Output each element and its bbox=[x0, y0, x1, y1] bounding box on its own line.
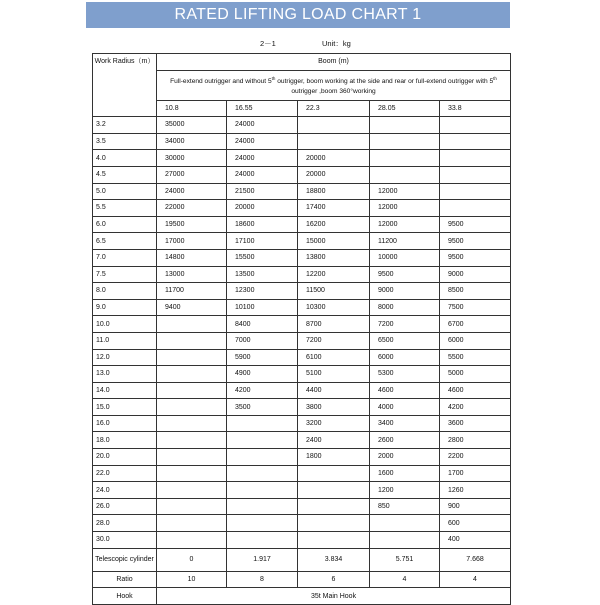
boom-header: Boom (m) bbox=[157, 54, 511, 71]
load-cell bbox=[298, 515, 370, 532]
table-row bbox=[93, 316, 511, 333]
load-cell bbox=[157, 432, 227, 449]
load-cell bbox=[298, 133, 370, 150]
load-cell: 13500 bbox=[227, 266, 298, 283]
work-radius-header: Work Radius（m） bbox=[93, 54, 157, 117]
ratio-row bbox=[93, 571, 511, 588]
table-row bbox=[93, 449, 511, 466]
radius-cell: 8.0 bbox=[93, 283, 157, 300]
load-cell: 1600 bbox=[370, 465, 440, 482]
load-cell: 5900 bbox=[227, 349, 298, 366]
radius-cell: 24.0 bbox=[93, 482, 157, 499]
load-cell bbox=[298, 532, 370, 549]
chart-title: RATED LIFTING LOAD CHART 1 bbox=[86, 2, 510, 28]
load-cell: 4600 bbox=[440, 382, 511, 399]
radius-cell: 11.0 bbox=[93, 332, 157, 349]
radius-cell: 5.5 bbox=[93, 200, 157, 217]
load-cell: 34000 bbox=[157, 133, 227, 150]
load-cell: 24000 bbox=[227, 117, 298, 134]
load-cell: 8400 bbox=[227, 316, 298, 333]
load-cell: 20000 bbox=[227, 200, 298, 217]
load-cell bbox=[440, 183, 511, 200]
load-cell: 9500 bbox=[440, 249, 511, 266]
table-row bbox=[93, 283, 511, 300]
radius-cell: 7.0 bbox=[93, 249, 157, 266]
load-cell bbox=[157, 465, 227, 482]
radius-cell: 30.0 bbox=[93, 532, 157, 549]
load-cell: 7500 bbox=[440, 299, 511, 316]
hook-value: 35t Main Hook bbox=[157, 588, 511, 605]
ratio-value: 10 bbox=[157, 571, 227, 588]
load-cell bbox=[370, 150, 440, 167]
load-cell: 4900 bbox=[227, 366, 298, 383]
table-row bbox=[93, 498, 511, 515]
load-cell bbox=[157, 415, 227, 432]
load-cell bbox=[157, 399, 227, 416]
load-cell: 30000 bbox=[157, 150, 227, 167]
load-cell: 12000 bbox=[370, 200, 440, 217]
table-row bbox=[93, 482, 511, 499]
table-row bbox=[93, 415, 511, 432]
load-cell: 17100 bbox=[227, 233, 298, 250]
radius-cell: 26.0 bbox=[93, 498, 157, 515]
load-cell: 16200 bbox=[298, 216, 370, 233]
telescopic-cylinder-value: 5.751 bbox=[370, 548, 440, 571]
radius-cell: 4.5 bbox=[93, 166, 157, 183]
load-cell bbox=[440, 133, 511, 150]
load-cell: 20000 bbox=[298, 166, 370, 183]
radius-cell: 18.0 bbox=[93, 432, 157, 449]
load-cell bbox=[298, 498, 370, 515]
load-cell bbox=[157, 532, 227, 549]
load-cell: 8500 bbox=[440, 283, 511, 300]
condition-description: Full-extend outrigger and without 5th outrigger, boom working at the side and rear or full-extend outrigger with 5th outrigger ,boom 360°working bbox=[157, 70, 511, 100]
load-cell bbox=[227, 432, 298, 449]
load-cell: 8700 bbox=[298, 316, 370, 333]
hook-label: Hook bbox=[93, 588, 157, 605]
load-cell: 4200 bbox=[227, 382, 298, 399]
load-cell: 9500 bbox=[440, 216, 511, 233]
radius-cell: 12.0 bbox=[93, 349, 157, 366]
load-cell bbox=[440, 150, 511, 167]
load-cell: 20000 bbox=[298, 150, 370, 167]
load-cell bbox=[298, 117, 370, 134]
boom-length-header: 28.05 bbox=[370, 100, 440, 117]
radius-cell: 6.0 bbox=[93, 216, 157, 233]
load-cell: 11200 bbox=[370, 233, 440, 250]
load-cell bbox=[227, 498, 298, 515]
load-cell: 3500 bbox=[227, 399, 298, 416]
radius-cell: 5.0 bbox=[93, 183, 157, 200]
table-row bbox=[93, 399, 511, 416]
load-cell: 18600 bbox=[227, 216, 298, 233]
telescopic-cylinder-value: 0 bbox=[157, 548, 227, 571]
load-cell bbox=[157, 382, 227, 399]
load-cell: 2400 bbox=[298, 432, 370, 449]
load-cell: 4400 bbox=[298, 382, 370, 399]
radius-cell: 3.2 bbox=[93, 117, 157, 134]
radius-cell: 28.0 bbox=[93, 515, 157, 532]
load-cell: 9500 bbox=[370, 266, 440, 283]
load-cell bbox=[157, 316, 227, 333]
load-cell bbox=[227, 465, 298, 482]
load-cell: 6000 bbox=[370, 349, 440, 366]
radius-cell: 9.0 bbox=[93, 299, 157, 316]
telescopic-cylinder-value: 7.668 bbox=[440, 548, 511, 571]
load-cell: 12000 bbox=[370, 216, 440, 233]
radius-cell: 10.0 bbox=[93, 316, 157, 333]
load-cell: 1700 bbox=[440, 465, 511, 482]
load-cell: 6500 bbox=[370, 332, 440, 349]
ratio-value: 4 bbox=[440, 571, 511, 588]
load-cell bbox=[370, 515, 440, 532]
table-row bbox=[93, 117, 511, 134]
load-cell bbox=[440, 117, 511, 134]
radius-cell: 7.5 bbox=[93, 266, 157, 283]
load-cell bbox=[157, 449, 227, 466]
load-cell bbox=[227, 532, 298, 549]
load-cell: 18800 bbox=[298, 183, 370, 200]
ratio-label: Ratio bbox=[93, 571, 157, 588]
telescopic-cylinder-row bbox=[93, 548, 511, 571]
load-cell: 5000 bbox=[440, 366, 511, 383]
load-cell: 27000 bbox=[157, 166, 227, 183]
load-cell: 4600 bbox=[370, 382, 440, 399]
radius-cell: 6.5 bbox=[93, 233, 157, 250]
load-cell: 9000 bbox=[440, 266, 511, 283]
load-cell: 10300 bbox=[298, 299, 370, 316]
table-row bbox=[93, 349, 511, 366]
load-cell: 7000 bbox=[227, 332, 298, 349]
load-cell: 3800 bbox=[298, 399, 370, 416]
load-cell bbox=[157, 332, 227, 349]
load-cell bbox=[227, 449, 298, 466]
load-cell: 600 bbox=[440, 515, 511, 532]
load-cell: 10000 bbox=[370, 249, 440, 266]
table-row bbox=[93, 432, 511, 449]
boom-length-header: 22.3 bbox=[298, 100, 370, 117]
load-cell: 24000 bbox=[227, 150, 298, 167]
load-cell: 24000 bbox=[157, 183, 227, 200]
load-cell: 15000 bbox=[298, 233, 370, 250]
load-cell: 10100 bbox=[227, 299, 298, 316]
load-cell bbox=[227, 415, 298, 432]
load-cell: 9000 bbox=[370, 283, 440, 300]
load-cell bbox=[298, 482, 370, 499]
load-cell: 3400 bbox=[370, 415, 440, 432]
load-cell: 1200 bbox=[370, 482, 440, 499]
load-cell: 24000 bbox=[227, 166, 298, 183]
table-row bbox=[93, 200, 511, 217]
table-row bbox=[93, 382, 511, 399]
telescopic-cylinder-value: 1.917 bbox=[227, 548, 298, 571]
load-cell: 1800 bbox=[298, 449, 370, 466]
table-code: 2－1 bbox=[260, 39, 276, 48]
load-cell: 3600 bbox=[440, 415, 511, 432]
load-cell: 4200 bbox=[440, 399, 511, 416]
boom-length-header: 16.55 bbox=[227, 100, 298, 117]
load-cell: 15500 bbox=[227, 249, 298, 266]
table-row bbox=[93, 465, 511, 482]
ratio-value: 8 bbox=[227, 571, 298, 588]
load-cell bbox=[157, 349, 227, 366]
load-cell: 24000 bbox=[227, 133, 298, 150]
table-row bbox=[93, 216, 511, 233]
load-cell: 7200 bbox=[370, 316, 440, 333]
load-cell: 13800 bbox=[298, 249, 370, 266]
radius-cell: 13.0 bbox=[93, 366, 157, 383]
unit-label: Unit：kg bbox=[322, 39, 351, 48]
ratio-value: 4 bbox=[370, 571, 440, 588]
load-cell bbox=[157, 482, 227, 499]
telescopic-cylinder-value: 3.834 bbox=[298, 548, 370, 571]
load-cell: 14800 bbox=[157, 249, 227, 266]
table-row bbox=[93, 150, 511, 167]
table-row bbox=[93, 332, 511, 349]
table-row bbox=[93, 366, 511, 383]
load-cell bbox=[157, 498, 227, 515]
load-cell: 6700 bbox=[440, 316, 511, 333]
load-cell: 11700 bbox=[157, 283, 227, 300]
load-cell bbox=[370, 166, 440, 183]
load-cell: 5100 bbox=[298, 366, 370, 383]
load-cell: 8000 bbox=[370, 299, 440, 316]
table-row bbox=[93, 183, 511, 200]
load-cell: 1260 bbox=[440, 482, 511, 499]
hook-row bbox=[93, 588, 511, 605]
load-cell: 22000 bbox=[157, 200, 227, 217]
load-cell: 9500 bbox=[440, 233, 511, 250]
table-row bbox=[93, 166, 511, 183]
load-cell bbox=[370, 133, 440, 150]
table-row bbox=[93, 249, 511, 266]
table-row bbox=[93, 515, 511, 532]
table-subheader bbox=[0, 38, 600, 50]
radius-cell: 15.0 bbox=[93, 399, 157, 416]
load-cell: 4000 bbox=[370, 399, 440, 416]
load-cell: 12300 bbox=[227, 283, 298, 300]
load-cell: 19500 bbox=[157, 216, 227, 233]
load-cell: 12200 bbox=[298, 266, 370, 283]
load-cell: 17000 bbox=[157, 233, 227, 250]
load-cell bbox=[298, 465, 370, 482]
ratio-value: 6 bbox=[298, 571, 370, 588]
load-cell: 12000 bbox=[370, 183, 440, 200]
table-row bbox=[93, 233, 511, 250]
load-cell bbox=[370, 532, 440, 549]
load-cell: 2000 bbox=[370, 449, 440, 466]
table-row bbox=[93, 133, 511, 150]
table-row bbox=[93, 532, 511, 549]
load-chart-table bbox=[92, 53, 511, 605]
load-cell bbox=[157, 515, 227, 532]
load-cell bbox=[157, 366, 227, 383]
boom-length-header: 33.8 bbox=[440, 100, 511, 117]
load-cell: 850 bbox=[370, 498, 440, 515]
radius-cell: 16.0 bbox=[93, 415, 157, 432]
load-cell: 13000 bbox=[157, 266, 227, 283]
load-cell: 9400 bbox=[157, 299, 227, 316]
telescopic-cylinder-label: Telescopic cylinder bbox=[93, 548, 157, 571]
load-cell bbox=[440, 200, 511, 217]
load-cell bbox=[227, 482, 298, 499]
radius-cell: 22.0 bbox=[93, 465, 157, 482]
table-row bbox=[93, 299, 511, 316]
load-cell: 6100 bbox=[298, 349, 370, 366]
load-cell: 2600 bbox=[370, 432, 440, 449]
radius-cell: 20.0 bbox=[93, 449, 157, 466]
load-cell bbox=[370, 117, 440, 134]
load-cell: 5500 bbox=[440, 349, 511, 366]
load-cell: 2800 bbox=[440, 432, 511, 449]
load-cell: 900 bbox=[440, 498, 511, 515]
radius-cell: 3.5 bbox=[93, 133, 157, 150]
load-cell: 17400 bbox=[298, 200, 370, 217]
load-cell: 5300 bbox=[370, 366, 440, 383]
load-cell bbox=[227, 515, 298, 532]
load-cell: 3200 bbox=[298, 415, 370, 432]
load-cell: 7200 bbox=[298, 332, 370, 349]
radius-cell: 14.0 bbox=[93, 382, 157, 399]
radius-cell: 4.0 bbox=[93, 150, 157, 167]
load-cell bbox=[440, 166, 511, 183]
load-cell: 2200 bbox=[440, 449, 511, 466]
load-cell: 6000 bbox=[440, 332, 511, 349]
load-cell: 21500 bbox=[227, 183, 298, 200]
load-cell: 400 bbox=[440, 532, 511, 549]
boom-length-header: 10.8 bbox=[157, 100, 227, 117]
table-row bbox=[93, 266, 511, 283]
load-cell: 11500 bbox=[298, 283, 370, 300]
load-cell: 35000 bbox=[157, 117, 227, 134]
